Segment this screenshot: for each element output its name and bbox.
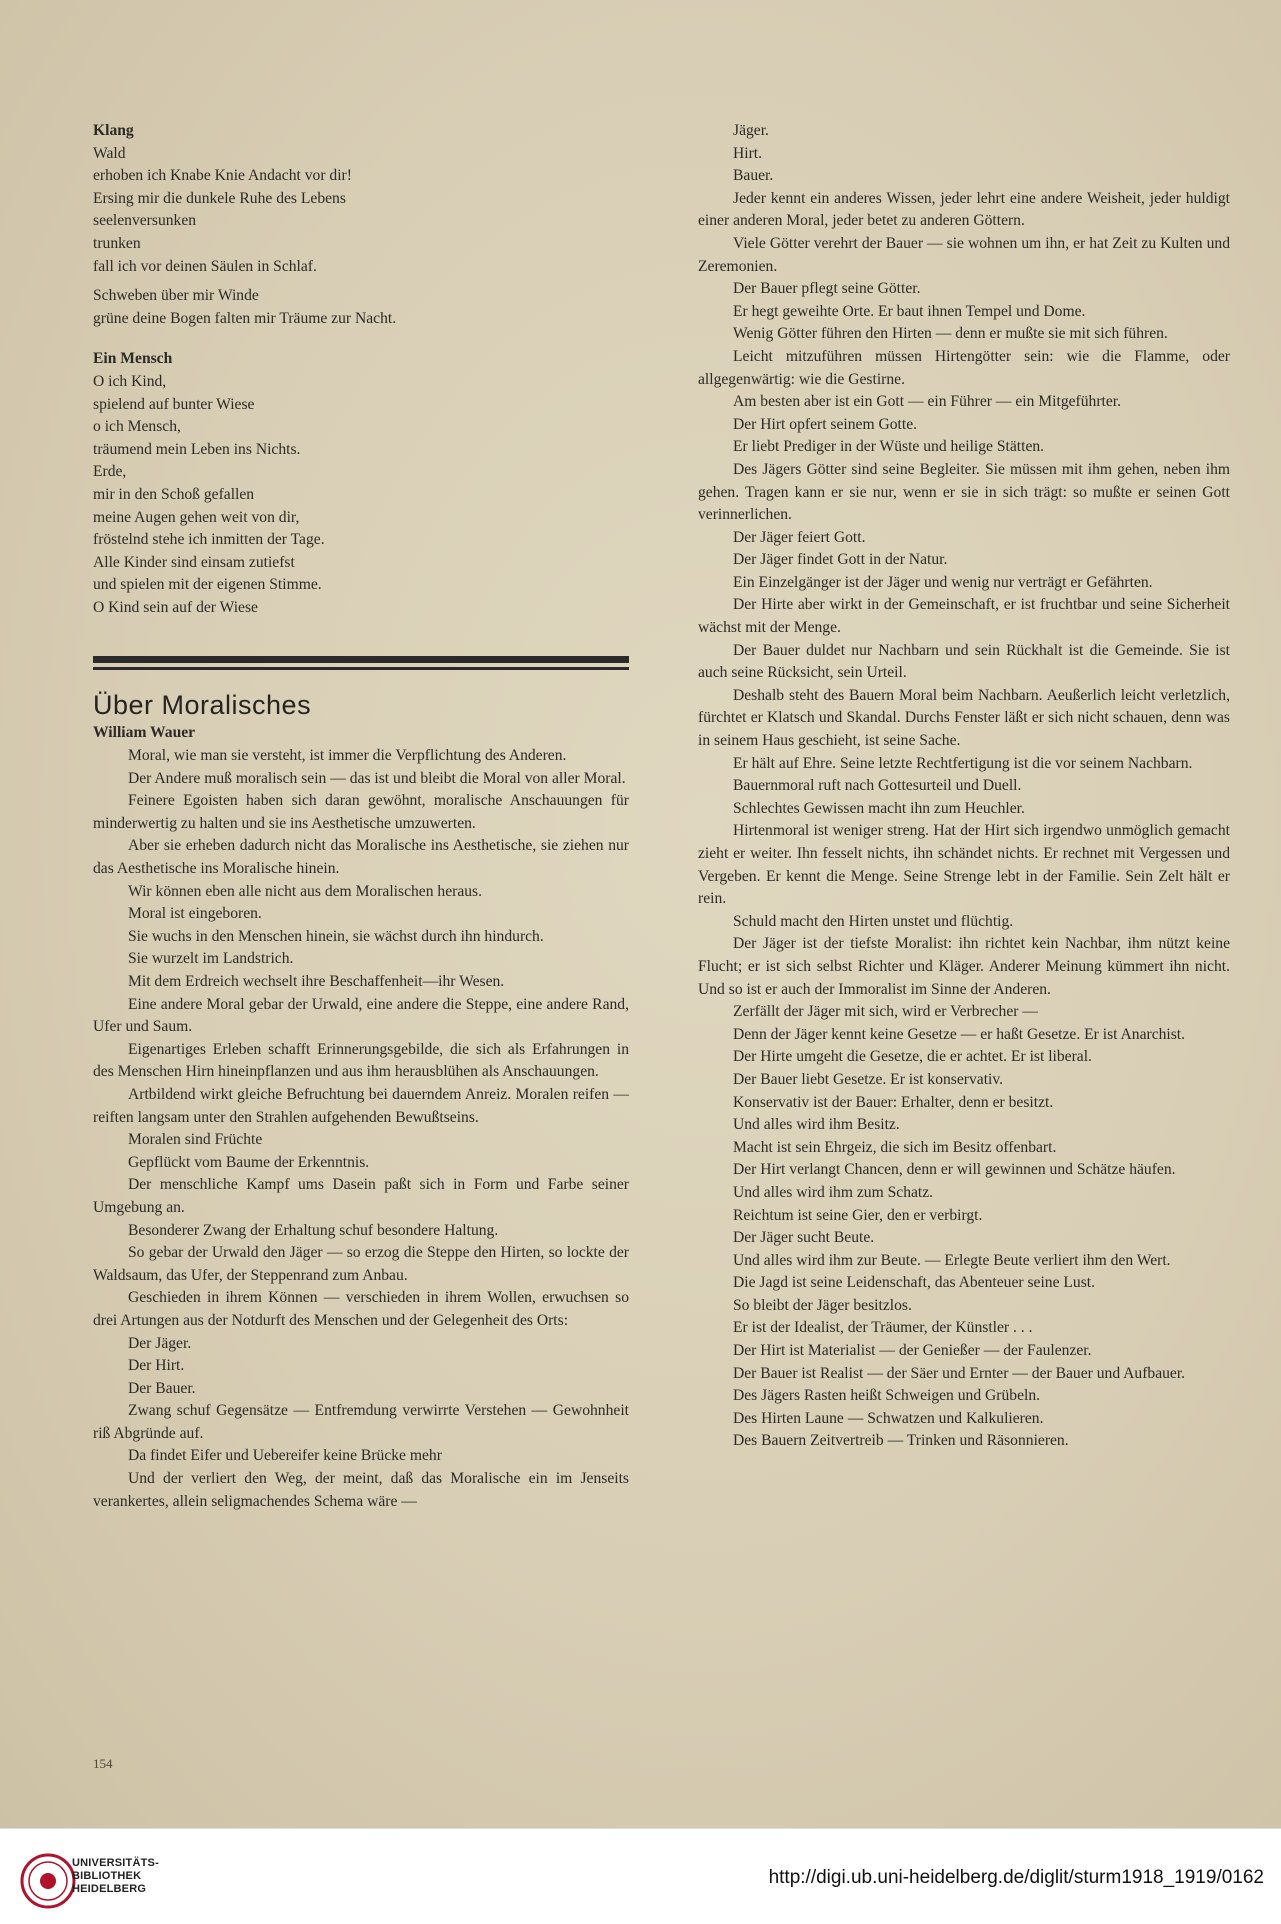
paragraph: Eigenartiges Erleben schafft Erinnerungsgebilde, die sich als Erfahrungen in des Menschen Hirn hineinpflanzen und aus ihm herausblühen als Anschauungen. bbox=[93, 1040, 629, 1081]
poem-line: fall ich vor deinen Säulen in Schlaf. bbox=[93, 257, 317, 275]
paragraph: Der Hirt ist Materialist — der Genießer — der Faulenzer. bbox=[733, 1342, 1092, 1360]
paragraph: Schuld macht den Hirten unstet und flüchtig. bbox=[733, 912, 1014, 930]
logo-line: HEIDELBERG bbox=[72, 1883, 147, 1895]
paragraph: Der Jäger. bbox=[128, 1334, 192, 1352]
poem-line: O ich Kind, bbox=[93, 372, 167, 390]
paragraph: Moralen sind Früchte bbox=[128, 1131, 263, 1149]
paragraph: Des Jägers Götter sind seine Begleiter. Sie müssen mit ihm gehen, neben ihm gehen. Tragen kann er sie nur, wenn er sie in sich trägt: so mußte er seinen Gott verinnerlichen. bbox=[698, 460, 1230, 524]
paragraph: Jeder kennt ein anderes Wissen, jeder lehrt eine andere Weisheit, jeder huldigt einer anderen Moral, jeder betet zu anderen Göttern. bbox=[698, 189, 1230, 230]
paragraph: Und der verliert den Weg, der meint, daß das Moralische ein im Jenseits verankertes, allein seligmachendes Schema wäre — bbox=[93, 1470, 629, 1510]
paragraph: Der Bauer duldet nur Nachbarn und sein Rückhalt ist die Gemeinde. Sie ist auch seine Rücksicht, sein Urteil. bbox=[698, 641, 1230, 682]
paragraph: Schlechtes Gewissen macht ihn zum Heuchler. bbox=[733, 799, 1025, 817]
poem-line: träumend mein Leben ins Nichts. bbox=[93, 440, 301, 458]
viewer-footer bbox=[0, 1828, 1281, 1924]
paragraph: Leicht mitzuführen müssen Hirtengötter sein: wie die Flamme, oder allgegenwärtig: wie die Gestirne. bbox=[698, 347, 1230, 388]
left-column bbox=[93, 120, 629, 1513]
paragraph: Am besten aber ist ein Gott — ein Führer — ein Mitgeführter. bbox=[733, 393, 1122, 411]
poem-line: spielend auf bunter Wiese bbox=[93, 395, 255, 413]
paragraph: Da findet Eifer und Uebereifer keine Brücke mehr bbox=[128, 1447, 442, 1465]
poem-line: mir in den Schoß gefallen bbox=[93, 485, 255, 503]
poem-title: Klang bbox=[93, 122, 134, 139]
poem-klang bbox=[93, 120, 629, 330]
paragraph: Der Andere muß moralisch sein — das ist und bleibt die Moral von aller Moral. bbox=[128, 769, 626, 787]
paragraph: Wir können eben alle nicht aus dem Moralischen heraus. bbox=[128, 882, 483, 900]
paragraph: Wenig Götter führen den Hirten — denn er mußte sie mit sich führen. bbox=[733, 325, 1168, 343]
poem-line: Alle Kinder sind einsam zutiefst bbox=[93, 553, 295, 571]
paragraph: Der Hirte umgeht die Gesetze, die er achtet. Er ist liberal. bbox=[733, 1048, 1092, 1066]
poem-line: Ersing mir die dunkele Ruhe des Lebens bbox=[93, 189, 346, 207]
paragraph: Viele Götter verehrt der Bauer — sie wohnen um ihn, er hat Zeit zu Kulten und Zeremonien. bbox=[698, 234, 1230, 275]
paragraph: Deshalb steht des Bauern Moral beim Nachbarn. Aeußerlich leicht verletzlich, fürchtet er Klatsch und Skandal. Durchs Fenster läßt er sich nicht schauen, denn was in seinem Haus geschieht, ist seine Sache. bbox=[698, 686, 1230, 750]
paragraph: Besonderer Zwang der Erhaltung schuf besondere Haltung. bbox=[128, 1221, 499, 1239]
article-title: Über Moralisches bbox=[93, 690, 312, 721]
paragraph: Er hält auf Ehre. Seine letzte Rechtfertigung ist die vor seinem Nachbarn. bbox=[733, 754, 1193, 772]
paragraph: Der Jäger sucht Beute. bbox=[733, 1229, 875, 1247]
paragraph: Zwang schuf Gegensätze — Entfremdung verwirrte Verstehen — Gewohnheit riß Abgründe auf. bbox=[93, 1402, 629, 1442]
paragraph: Der menschliche Kampf ums Dasein paßt sich in Form und Farbe seiner Umgebung an. bbox=[93, 1176, 629, 1216]
paragraph: Er ist der Idealist, der Träumer, der Künstler . . . bbox=[733, 1319, 1033, 1337]
poem-line: Wald bbox=[93, 144, 126, 162]
poem-line: Schweben über mir Winde bbox=[93, 287, 259, 305]
paragraph: So gebar der Urwald den Jäger — so erzog die Steppe den Hirten, so lockte der Waldsaum, das Ufer, der Steppenrand zum Anbau. bbox=[93, 1244, 629, 1284]
permalink-url[interactable]: http://digi.ub.uni-heidelberg.de/diglit/sturm1918_1919/0162 bbox=[768, 1867, 1264, 1888]
page-number: 154 bbox=[93, 1756, 113, 1771]
poem-title: Ein Mensch bbox=[93, 350, 173, 368]
paragraph: Er liebt Prediger in der Wüste und heilige Stätten. bbox=[733, 438, 1045, 456]
paragraph: Sie wuchs in den Menschen hinein, sie wächst durch ihn hindurch. bbox=[128, 927, 544, 945]
paragraph: So bleibt der Jäger besitzlos. bbox=[733, 1296, 912, 1314]
paragraph: Gepflückt vom Baume der Erkenntnis. bbox=[128, 1153, 370, 1171]
paragraph: Der Bauer pflegt seine Götter. bbox=[733, 280, 921, 298]
logo-line: BIBLIOTHEK bbox=[72, 1870, 142, 1882]
paragraph: Der Jäger feiert Gott. bbox=[733, 528, 866, 546]
paragraph: Macht ist sein Ehrgeiz, die sich im Besitz offenbart. bbox=[733, 1138, 1057, 1156]
paragraph: Des Bauern Zeitvertreib — Trinken und Räsonnieren. bbox=[733, 1432, 1069, 1450]
paragraph: Feinere Egoisten haben sich daran gewöhnt, moralische Anschauungen für minderwertig zu halten und sie ins Aesthetische umzuwerten. bbox=[93, 792, 629, 832]
paragraph: Moral ist eingeboren. bbox=[128, 905, 262, 923]
poem-ein-mensch bbox=[93, 348, 629, 619]
paragraph: Der Hirt opfert seinem Gotte. bbox=[733, 415, 918, 433]
poem-line: O Kind sein auf der Wiese bbox=[93, 598, 258, 616]
paragraph: Er hegt geweihte Orte. Er baut ihnen Tempel und Dome. bbox=[733, 302, 1086, 320]
paragraph: Denn der Jäger kennt keine Gesetze — er haßt Gesetze. Er ist Anarchist. bbox=[733, 1025, 1186, 1043]
paragraph: Moral, wie man sie versteht, ist immer die Verpflichtung des Anderen. bbox=[128, 747, 567, 765]
paragraph: Eine andere Moral gebar der Urwald, eine andere die Steppe, eine andere Rand, Ufer und Saum. bbox=[93, 995, 629, 1036]
library-logo-text bbox=[72, 1857, 159, 1896]
paragraph: Der Bauer. bbox=[128, 1379, 196, 1397]
poem-line: erhoben ich Knabe Knie Andacht vor dir! bbox=[93, 167, 352, 185]
logo-line: UNIVERSITÄTS- bbox=[72, 1857, 159, 1869]
paragraph: Der Bauer ist Realist — der Säer und Ernter — der Bauer und Aufbauer. bbox=[733, 1364, 1186, 1382]
poem-line: Erde, bbox=[93, 463, 127, 481]
section-divider bbox=[93, 656, 629, 670]
paragraph: Hirtenmoral ist weniger streng. Hat der Hirt sich irgendwo unmöglich gemacht zieht er weiter. Ihn fesselt nichts, ihn schändet nichts. Er rechnet mit Vergessen und Vergeben. Er kennt die Menge. Seine Strenge lebt in der Familie. Sein Zelt hält er rein. bbox=[698, 822, 1230, 908]
paragraph: Und alles wird ihm zum Schatz. bbox=[733, 1183, 934, 1201]
paragraph: Die Jagd ist seine Leidenschaft, das Abenteuer seine Lust. bbox=[733, 1274, 1096, 1292]
article-author: William Wauer bbox=[93, 724, 196, 742]
paragraph: Geschieden in ihrem Können — verschieden in ihrem Wollen, erwuchsen so drei Artungen aus der Notdurft des Menschen und der Gelegenheit des Orts: bbox=[93, 1289, 629, 1329]
paragraph: Der Hirt verlangt Chancen, denn er will gewinnen und Schätze häufen. bbox=[733, 1161, 1176, 1179]
paragraph: Jäger. bbox=[733, 122, 769, 139]
paragraph: Der Bauer liebt Gesetze. Er ist konservativ. bbox=[733, 1070, 1004, 1088]
paragraph: Sie wurzelt im Landstrich. bbox=[128, 950, 294, 968]
paragraph: Bauernmoral ruft nach Gottesurteil und Duell. bbox=[733, 777, 1022, 795]
paragraph: Mit dem Erdreich wechselt ihre Beschaffenheit—ihr Wesen. bbox=[128, 973, 505, 990]
poem-line: und spielen mit der eigenen Stimme. bbox=[93, 576, 322, 594]
paragraph: Aber sie erheben dadurch nicht das Moralische ins Aesthetische, sie ziehen nur das Aesthetische ins Moralische hinein. bbox=[93, 837, 629, 878]
poem-line: fröstelnd stehe ich inmitten der Tage. bbox=[93, 531, 325, 549]
right-column bbox=[698, 120, 1230, 1453]
paragraph: Und alles wird ihm zur Beute. — Erlegte Beute verliert ihm den Wert. bbox=[733, 1251, 1171, 1269]
poem-line: seelenversunken bbox=[93, 212, 197, 230]
paragraph: Ein Einzelgänger ist der Jäger und wenig nur verträgt er Gefährten. bbox=[733, 573, 1153, 591]
paragraph: Des Hirten Laune — Schwatzen und Kalkulieren. bbox=[733, 1409, 1044, 1427]
poem-line: o ich Mensch, bbox=[93, 418, 181, 436]
paragraph: Der Jäger ist der tiefste Moralist: ihn richtet kein Nachbar, ihm nützt keine Flucht; er ist sich selbst Richter und Kläger. Anderer Meinung kümmert ihn nicht. Und so ist er auch der Immoralist im Sinne der Anderen. bbox=[698, 935, 1230, 998]
paragraph: Reichtum ist seine Gier, den er verbirgt. bbox=[733, 1206, 983, 1224]
paragraph: Zerfällt der Jäger mit sich, wird er Verbrecher — bbox=[733, 1003, 1038, 1021]
paragraph: Bauer. bbox=[733, 167, 774, 185]
poem-line: meine Augen gehen weit von dir, bbox=[93, 508, 300, 526]
paragraph: Konservativ ist der Bauer: Erhalter, denn er besitzt. bbox=[733, 1093, 1054, 1111]
paragraph: Des Jägers Rasten heißt Schweigen und Grübeln. bbox=[733, 1387, 1041, 1405]
paragraph: Und alles wird ihm Besitz. bbox=[733, 1116, 900, 1134]
paragraph: Hirt. bbox=[733, 144, 763, 162]
article bbox=[93, 688, 629, 1513]
poem-line: grüne deine Bogen falten mir Träume zur Nacht. bbox=[93, 309, 397, 327]
paragraph: Artbildend wirkt gleiche Befruchtung bei dauerndem Anreiz. Moralen reifen — reiften langsam unter den Strahlen aufgehenden Bewußtseins. bbox=[93, 1085, 629, 1126]
poem-line: trunken bbox=[93, 234, 141, 252]
paragraph: Der Hirt. bbox=[128, 1357, 185, 1375]
paragraph: Der Jäger findet Gott in der Natur. bbox=[733, 551, 948, 569]
paragraph: Der Hirte aber wirkt in der Gemeinschaft, er ist fruchtbar und seine Sicherheit wächst mit der Menge. bbox=[698, 596, 1230, 637]
